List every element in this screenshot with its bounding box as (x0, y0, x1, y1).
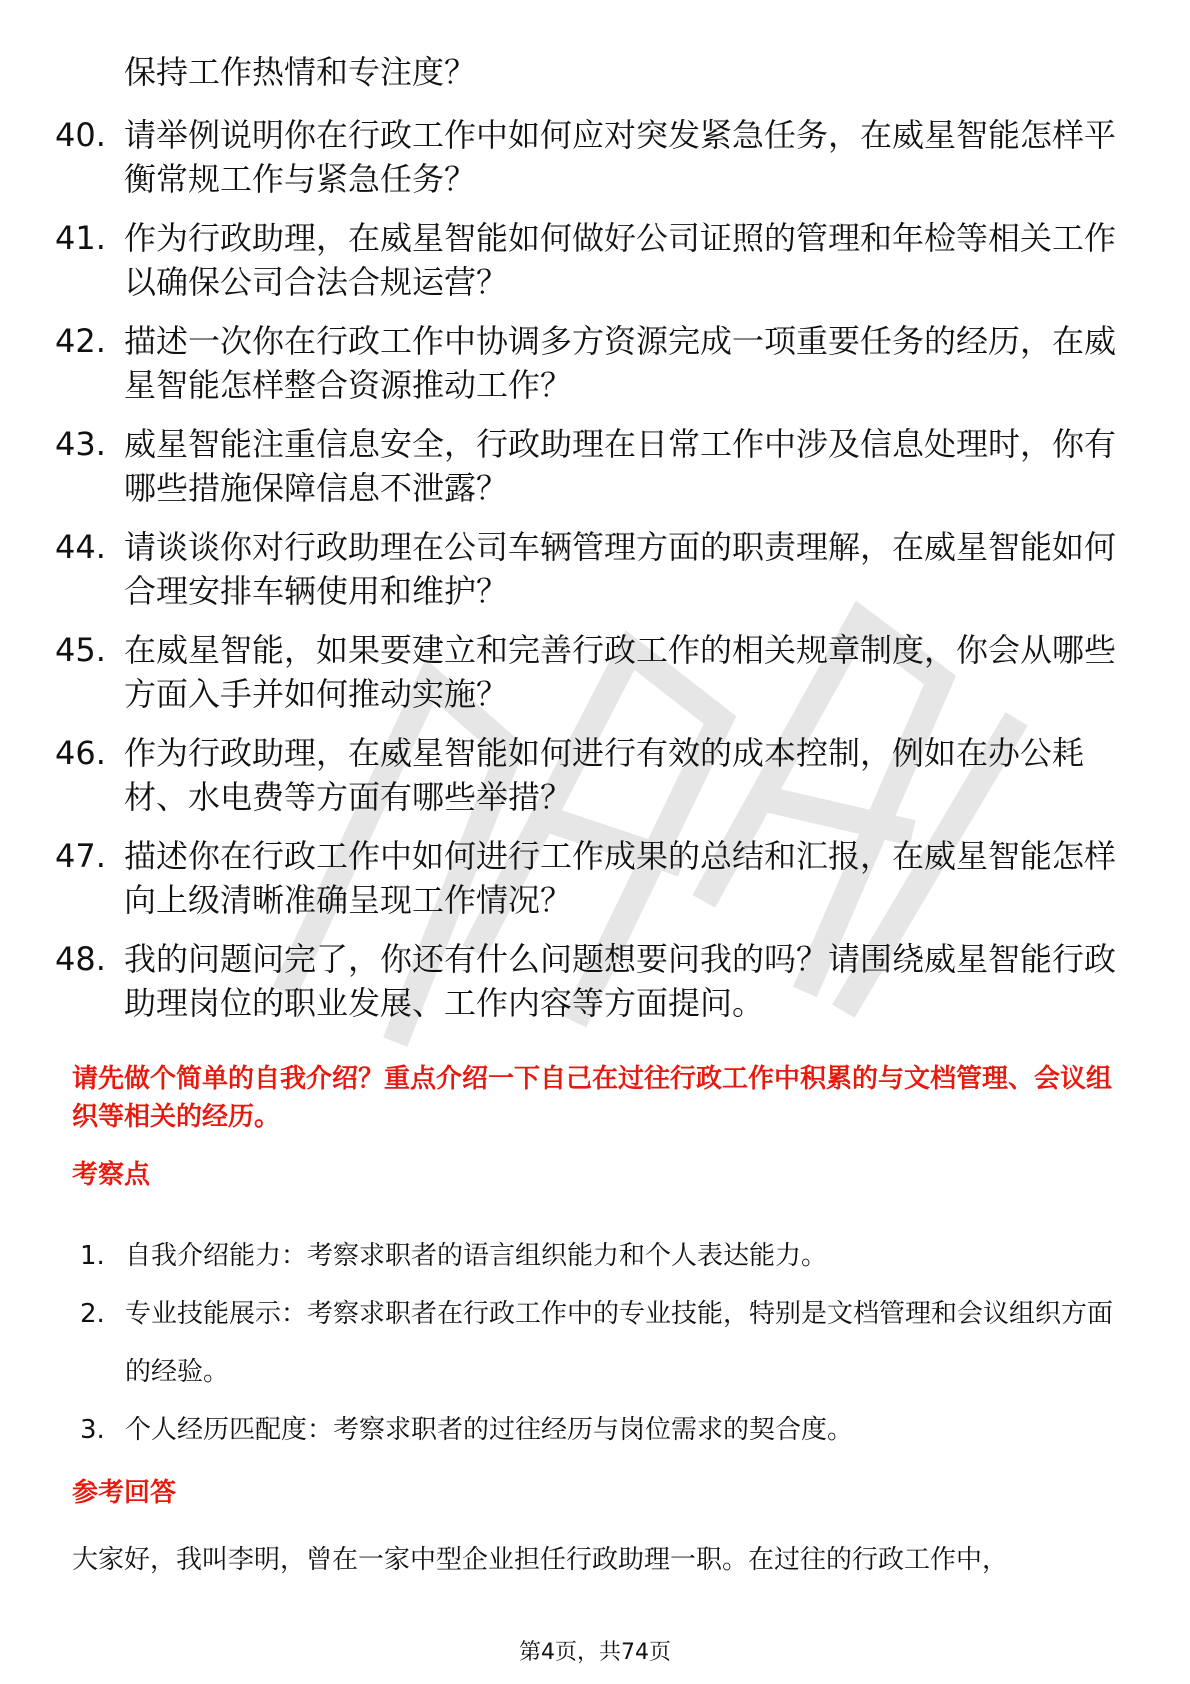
question-item (55, 834, 1145, 922)
question-number: 41. (55, 219, 106, 257)
question-number: 42. (55, 322, 106, 360)
reference-answer-text: 大家好，我叫李明，曾在一家中型企业担任行政助理一职。在过往的行政工作中， (72, 1545, 1009, 1575)
question-number: 45. (55, 631, 106, 669)
question-text: 在威星智能，如果要建立和完善行政工作的相关规章制度，你会从哪些方面入手并如何推动实施？ (124, 631, 1117, 713)
question-text: 作为行政助理，在威星智能如何进行有效的成本控制，例如在办公耗材、水电费等方面有哪些举措？ (124, 734, 1085, 816)
question-text: 作为行政助理，在威星智能如何做好公司证照的管理和年检等相关工作以确保公司合法合规运营？ (124, 219, 1117, 301)
question-text: 我的问题问完了，你还有什么问题想要问我的吗？请围绕威星智能行政助理岗位的职业发展、工作内容等方面提问。 (124, 940, 1117, 1022)
question-number: 40. (55, 116, 106, 154)
question-text: 请举例说明你在行政工作中如何应对突发紧急任务，在威星智能怎样平衡常规工作与紧急任务？ (124, 116, 1117, 198)
point-text: 专业技能展示：考察求职者在行政工作中的专业技能，特别是文档管理和会议组织方面的经验。 (125, 1299, 1114, 1387)
section-title-points: 考察点 (72, 1160, 151, 1190)
highlighted-question: 请先做个简单的自我介绍？重点介绍一下自己在过往行政工作中积累的与文档管理、会议组织等相关的经历。 (72, 1064, 1113, 1132)
question-text: 威星智能注重信息安全，行政助理在日常工作中涉及信息处理时，你有哪些措施保障信息不泄露？ (124, 425, 1117, 507)
question-item (55, 937, 1145, 1025)
question-39-continuation: 保持工作热情和专注度？ (124, 53, 477, 91)
question-item (55, 113, 1145, 201)
assessment-point (80, 1401, 1120, 1459)
question-number: 46. (55, 734, 106, 772)
section-title-answer: 参考回答 (72, 1478, 177, 1508)
question-number: 44. (55, 528, 106, 566)
question-list (55, 113, 1145, 1040)
question-text: 描述你在行政工作中如何进行工作成果的总结和汇报，在威星智能怎样向上级清晰准确呈现工作情况？ (124, 837, 1117, 919)
question-number: 43. (55, 425, 106, 463)
question-item (55, 422, 1145, 510)
point-text: 个人经历匹配度：考察求职者的过往经历与岗位需求的契合度。 (125, 1415, 854, 1445)
question-number: 47. (55, 837, 106, 875)
point-number: 3. (80, 1415, 105, 1445)
question-item (55, 525, 1145, 613)
point-text: 自我介绍能力：考察求职者的语言组织能力和个人表达能力。 (125, 1241, 828, 1271)
page-footer: 第4页，共74页 (519, 1640, 671, 1665)
assessment-points-list (80, 1227, 1120, 1459)
point-number: 2. (80, 1299, 105, 1329)
question-item (55, 628, 1145, 716)
question-number: 48. (55, 940, 106, 978)
assessment-point (80, 1227, 1120, 1285)
point-number: 1. (80, 1241, 105, 1271)
question-item (55, 731, 1145, 819)
assessment-point (80, 1285, 1120, 1401)
question-text: 请谈谈你对行政助理在公司车辆管理方面的职责理解，在威星智能如何合理安排车辆使用和维护？ (124, 528, 1117, 610)
question-text: 描述一次你在行政工作中协调多方资源完成一项重要任务的经历，在威星智能怎样整合资源推动工作？ (124, 322, 1117, 404)
question-item (55, 216, 1145, 304)
question-item (55, 319, 1145, 407)
